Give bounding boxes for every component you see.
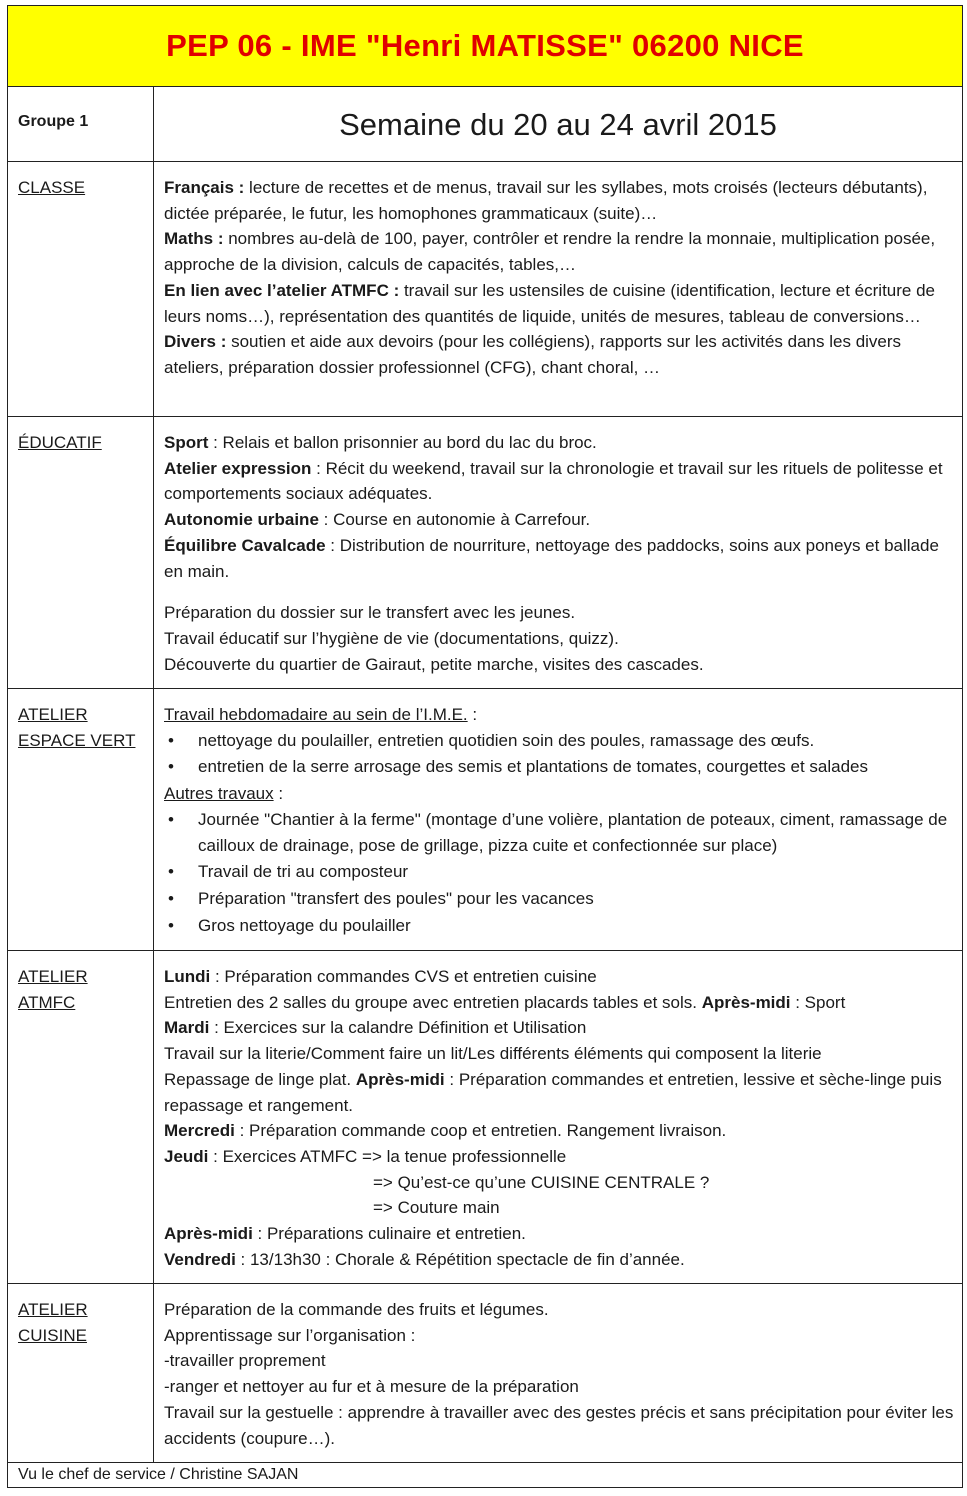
atmfc-line-jeudi-2: => Qu’est-ce qu’une CUISINE CENTRALE ? [373, 1172, 710, 1192]
atmfc-line-lundi: Lundi : Préparation commandes CVS et entretien cuisine [164, 967, 597, 986]
other-task-list [164, 807, 960, 939]
classe-line-maths: Maths : nombres au-delà de 100, payer, contrôler et rendre la rendre la monnaie, multiplication posée, approche de la division, calculs de capacités, tables,… [164, 229, 936, 275]
cuisine-line: -ranger et nettoyer au fur et à mesure de la préparation [164, 1377, 579, 1397]
atmfc-line-jeudi-3: => Couture main [373, 1198, 500, 1218]
list-item: • Gros nettoyage du poulailler [164, 913, 960, 939]
educatif-extra-line: Préparation du dossier sur le transfert avec les jeunes. [164, 603, 576, 623]
espace-vert-content [164, 702, 960, 939]
list-item: • Journée "Chantier à la ferme" (montage d’une volière, plantation de poteaux, ciment, ramassage de cailloux de drainage, pose de grillage, pizza cuite et confectionnée sur place) [164, 807, 960, 858]
group-label-cell [7, 86, 154, 162]
atmfc-line-mardi-3: Repassage de linge plat. Après-midi : Préparation commandes et entretien, lessive et sèche-linge puis repassage et rangement. [164, 1069, 942, 1115]
group-label: Groupe 1 [18, 113, 89, 130]
atmfc-line-vendredi: Vendredi : 13/13h30 : Chorale & Répétition spectacle de fin d’année. [164, 1249, 685, 1269]
section-label-espace-vert: ATELIER ESPACE VERT [18, 705, 136, 750]
list-item: • Préparation "transfert des poules" pour les vacances [164, 886, 960, 912]
espace-vert-heading-other: Autres travaux : [164, 784, 284, 804]
cuisine-line: Préparation de la commande des fruits et légumes. [164, 1300, 549, 1319]
classe-line-divers: Divers : soutien et aide aux devoirs (pour les collégiens), rapports sur les activités dans les divers ateliers, préparation dossier professionnel (CFG), chant choral, … [164, 332, 902, 377]
atmfc-line-mardi: Mardi : Exercices sur la calandre Définition et Utilisation [164, 1018, 587, 1038]
document-sheet [7, 5, 963, 1488]
classe-line-francais: Français : lecture de recettes et de menus, travail sur les syllabes, mots croisés (lecteurs débutants), dictée préparée, le futur, les homophones grammaticaux (suite)… [164, 178, 928, 223]
educatif-line-sport: Sport : Relais et ballon prisonnier au bord du lac du broc. [164, 433, 597, 452]
list-item: • nettoyage du poulailler, entretien quotidien soin des poules, ramassage des œufs. [164, 728, 960, 754]
classe-line-atmfc: En lien avec l’atelier ATMFC : travail sur les ustensiles de cuisine (identification, lecture et écriture de leurs noms…), représentation des quantités de liquide, unités de mesures, tableau de conversions… [164, 280, 935, 326]
educatif-content [164, 430, 956, 677]
weekly-task-list [164, 728, 960, 780]
classe-content [164, 175, 956, 381]
educatif-line-expression: Atelier expression : Récit du weekend, travail sur la chronologie et travail sur les rituels de politesse et comportements sociaux adéquates. [164, 458, 943, 504]
atmfc-line-lundi-2: Entretien des 2 salles du groupe avec entretien placards tables et sols. Après-midi : Sport [164, 992, 846, 1012]
cuisine-line: Travail sur la gestuelle : apprendre à travailler avec des gestes précis et sans précipitation pour éviter les accidents (coupure…). [164, 1402, 954, 1448]
educatif-line-autonomie: Autonomie urbaine : Course en autonomie à Carrefour. [164, 510, 591, 530]
educatif-extra-line: Découverte du quartier de Gairaut, petite marche, visites des cascades. [164, 654, 704, 674]
section-label-atmfc: ATELIER ATMFC [18, 967, 88, 1012]
list-item: • Travail de tri au composteur [164, 859, 960, 885]
educatif-label-cell [7, 416, 154, 689]
atmfc-line-mercredi: Mercredi : Préparation commande coop et entretien. Rangement livraison. [164, 1121, 727, 1141]
list-item: • entretien de la serre arrosage des semis et plantations de tomates, courgettes et salades [164, 754, 960, 780]
atmfc-line-jeudi: Jeudi : Exercices ATMFC => la tenue professionnelle [164, 1146, 567, 1166]
footer-signature: Vu le chef de service / Christine SAJAN [18, 1466, 299, 1483]
cuisine-content [164, 1297, 956, 1451]
section-label-cuisine: ATELIER CUISINE [18, 1300, 88, 1345]
document-title: PEP 06 - IME "Henri MATISSE" 06200 NICE [166, 28, 804, 63]
week-cell [153, 86, 963, 162]
cuisine-line: Apprentissage sur l’organisation : [164, 1325, 416, 1345]
atmfc-content [164, 964, 958, 1272]
educatif-line-equilibre: Équilibre Cavalcade : Distribution de nourriture, nettoyage des paddocks, soins aux poneys et ballade en main. [164, 535, 939, 581]
title-banner [7, 5, 963, 87]
espace-vert-heading-weekly: Travail hebdomadaire au sein de l’I.M.E. : [164, 705, 478, 724]
week-title: Semaine du 20 au 24 avril 2015 [339, 107, 777, 142]
section-label-educatif: ÉDUCATIF [18, 433, 102, 452]
educatif-extra-line: Travail éducatif sur l’hygiène de vie (documentations, quizz). [164, 628, 619, 648]
atmfc-line-mardi-2: Travail sur la literie/Comment faire un lit/Les différents éléments qui composent la literie [164, 1044, 822, 1064]
atmfc-line-apres-midi: Après-midi : Préparations culinaire et entretien. [164, 1224, 526, 1244]
footer-cell [7, 1462, 963, 1488]
cuisine-line: -travailler proprement [164, 1351, 326, 1371]
section-label-classe: CLASSE [18, 178, 86, 197]
